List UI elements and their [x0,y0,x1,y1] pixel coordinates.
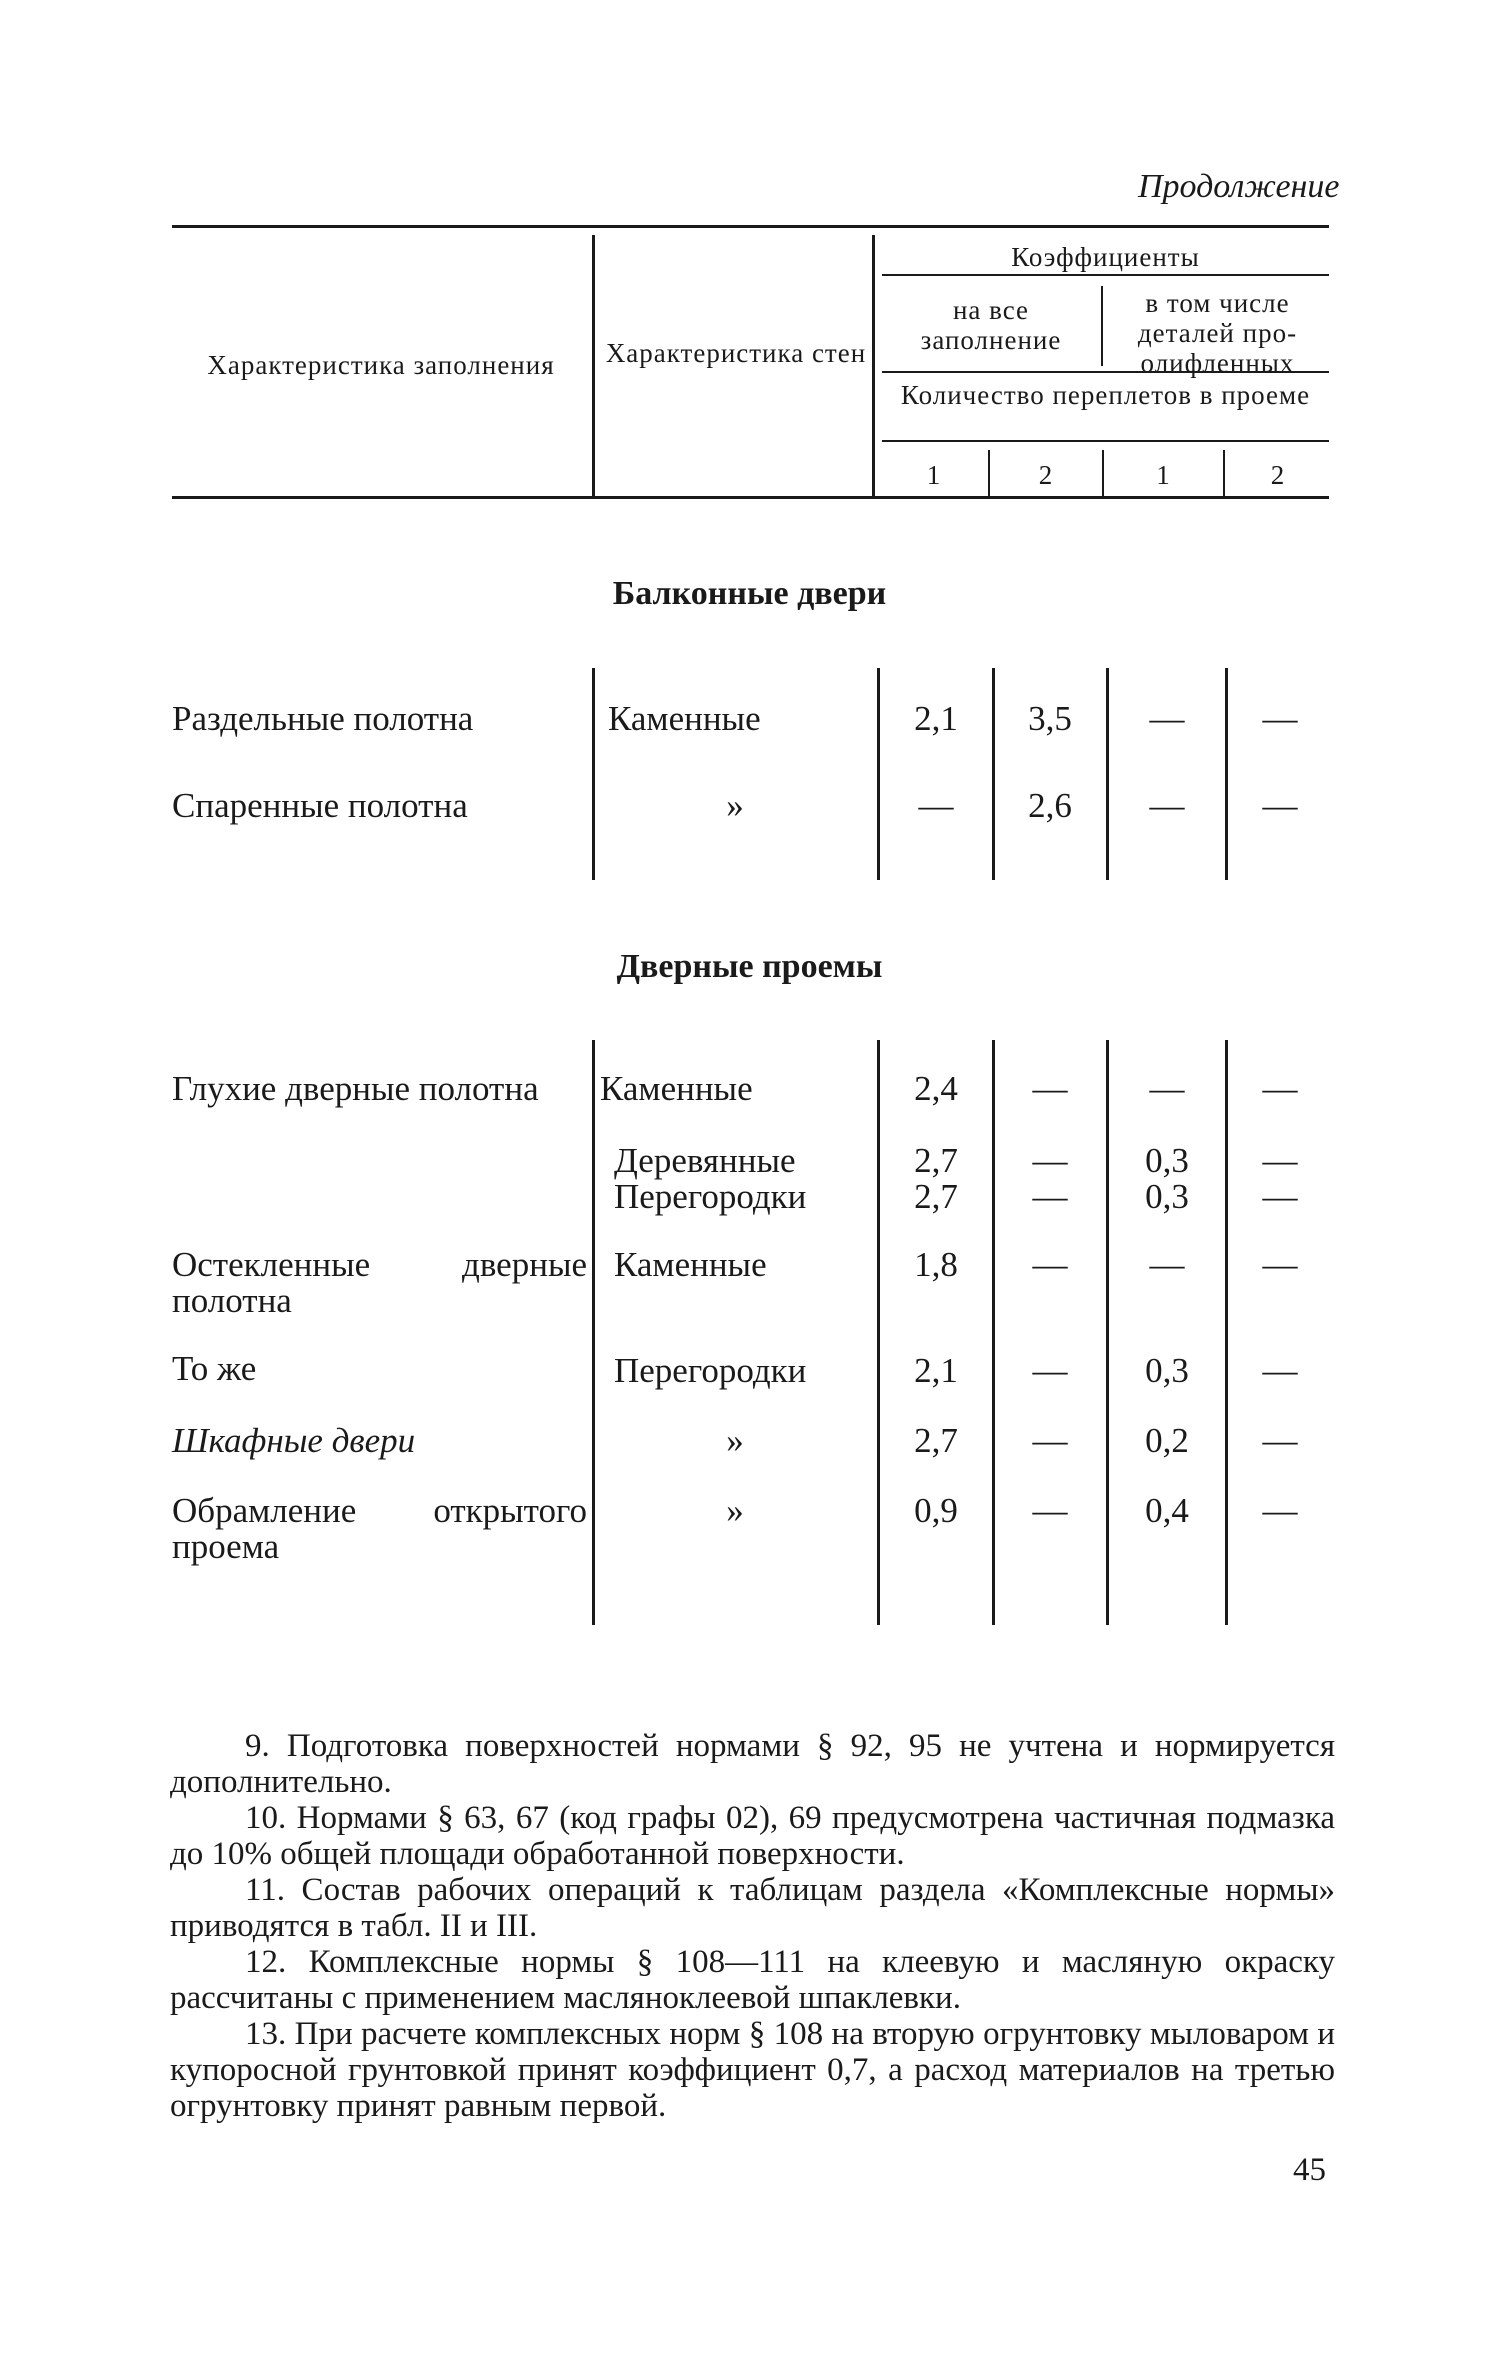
value-cell: 2,7 [914,1177,958,1216]
value-cell: — [1032,1069,1068,1108]
value-cell: — [1262,786,1298,825]
doorways-divider-1 [592,1040,595,1625]
fill-cell: Спаренные полотна [172,786,468,825]
value-cell: — [1032,1351,1068,1390]
value-cell: — [1262,1491,1298,1530]
header-num-1: 1 [926,460,942,490]
fill-cell: Глухие дверные полотна [172,1069,539,1108]
value-cell: — [1032,1421,1068,1460]
value-cell: 0,3 [1145,1177,1189,1216]
value-cell: — [1262,1351,1298,1390]
doorways-divider-3 [992,1040,995,1625]
note-10: 10. Нормами § 63, 67 (код графы 02), 69 предусмотрена частичная подмазка до 10% общей площади обработанной поверхности. [170,1800,1335,1872]
num-divider-1 [988,450,990,496]
fill-word: открытого [433,1491,587,1530]
wall-cell: » [726,786,744,825]
value-cell: — [1149,1069,1185,1108]
value-cell: 0,4 [1145,1491,1189,1530]
balcony-divider-5 [1225,668,1228,880]
header-top-rule [172,225,1329,228]
value-cell: — [1032,1141,1068,1180]
header-divider-3 [1101,286,1103,366]
value-cell: — [1149,1245,1185,1284]
frames-underline [882,440,1329,442]
note-13: 13. При расчете комплексных норм § 108 на вторую огрунтовку мыловаром и купоросной грунтовкой принят коэффициент 0,7, а расход материалов на третью огрунтовку принят равным первой. [170,2016,1335,2124]
header-num-2: 2 [1038,460,1054,490]
header-num-3: 1 [1156,460,1171,490]
wall-cell: Деревянные [614,1141,796,1180]
wall-cell: » [726,1491,744,1530]
fill-word: дверные [462,1245,587,1284]
value-cell: 2,7 [914,1141,958,1180]
fill-word: Остекленные [172,1245,371,1284]
value-cell: — [1262,699,1298,738]
value-cell: 2,1 [914,699,958,738]
value-cell: — [1262,1069,1298,1108]
fill-cell: То же [172,1349,257,1388]
page-number: 45 [1293,2152,1326,2188]
note-9: 9. Подготовка поверхностей нормами § 92, 95 не учтена и нормируется дополнительно. [170,1728,1335,1800]
header-divider-2 [872,235,875,497]
value-cell: 2,7 [914,1421,958,1460]
value-cell: — [1262,1141,1298,1180]
header-fill: Характеристика заполнения [207,350,555,380]
wall-cell: Каменные [600,1069,753,1108]
balcony-divider-2 [877,668,880,880]
fill-cell [172,1246,587,1284]
wall-cell: Перегородки [614,1351,807,1390]
wall-cell: Перегородки [614,1177,807,1216]
fill-cell: Шкафные двери [172,1421,416,1460]
value-cell: 1,8 [914,1245,958,1284]
fill-cell-cont: проема [172,1527,280,1566]
value-cell: 2,1 [914,1351,958,1390]
fill-word: Обрамление [172,1491,357,1530]
value-cell: 2,4 [914,1069,958,1108]
wall-cell: Каменные [608,699,761,738]
section-title-balcony: Балконные двери [612,575,887,612]
section-title-doorways: Дверные проемы [616,948,883,985]
doorways-divider-4 [1106,1040,1109,1625]
value-cell: — [1032,1491,1068,1530]
note-11: 11. Состав рабочих операций к таблицам раздела «Комплексные нормы» приводятся в табл. II и III. [170,1872,1335,1944]
header-num-4: 2 [1270,460,1286,490]
fill-cell-cont: полотна [172,1281,292,1320]
wall-cell: » [726,1421,744,1460]
value-cell: 0,2 [1145,1421,1189,1460]
value-cell: 0,3 [1145,1141,1189,1180]
value-cell: — [1032,1177,1068,1216]
continuation-caption: Продолжение [1138,168,1340,205]
value-cell: — [918,786,954,825]
header-incl-details: в том числе деталей про- олифленных [1137,288,1298,378]
value-cell: 0,9 [914,1491,958,1530]
header-divider-1 [592,235,595,497]
value-cell: 2,6 [1028,786,1072,825]
value-cell: — [1262,1421,1298,1460]
wall-cell: Каменные [614,1245,767,1284]
note-12: 12. Комплексные нормы § 108—111 на клеевую и масляную окраску рассчитаны с применением масляноклеевой шпаклевки. [170,1944,1335,2016]
value-cell: — [1149,699,1185,738]
value-cell: 3,5 [1028,699,1072,738]
header-coefficients: Коэффициенты [1011,242,1200,272]
notes-block [170,1728,1335,2124]
doorways-divider-5 [1225,1040,1228,1625]
value-cell: — [1262,1177,1298,1216]
value-cell: — [1149,786,1185,825]
fill-cell [172,1492,587,1530]
num-divider-3 [1223,450,1225,496]
balcony-divider-4 [1106,668,1109,880]
value-cell: — [1032,1245,1068,1284]
balcony-divider-3 [992,668,995,880]
header-frames-count: Количество переплетов в проеме [900,380,1311,410]
value-cell: — [1262,1245,1298,1284]
header-all-fill: на все заполнение [920,295,1062,355]
header-bottom-rule [172,496,1329,499]
coef-underline [882,274,1329,276]
header-walls: Характеристика стен [605,338,867,368]
num-divider-2 [1102,450,1104,496]
value-cell: 0,3 [1145,1351,1189,1390]
doorways-divider-2 [877,1040,880,1625]
fill-cell: Раздельные полотна [172,699,474,738]
balcony-divider-1 [592,668,595,880]
